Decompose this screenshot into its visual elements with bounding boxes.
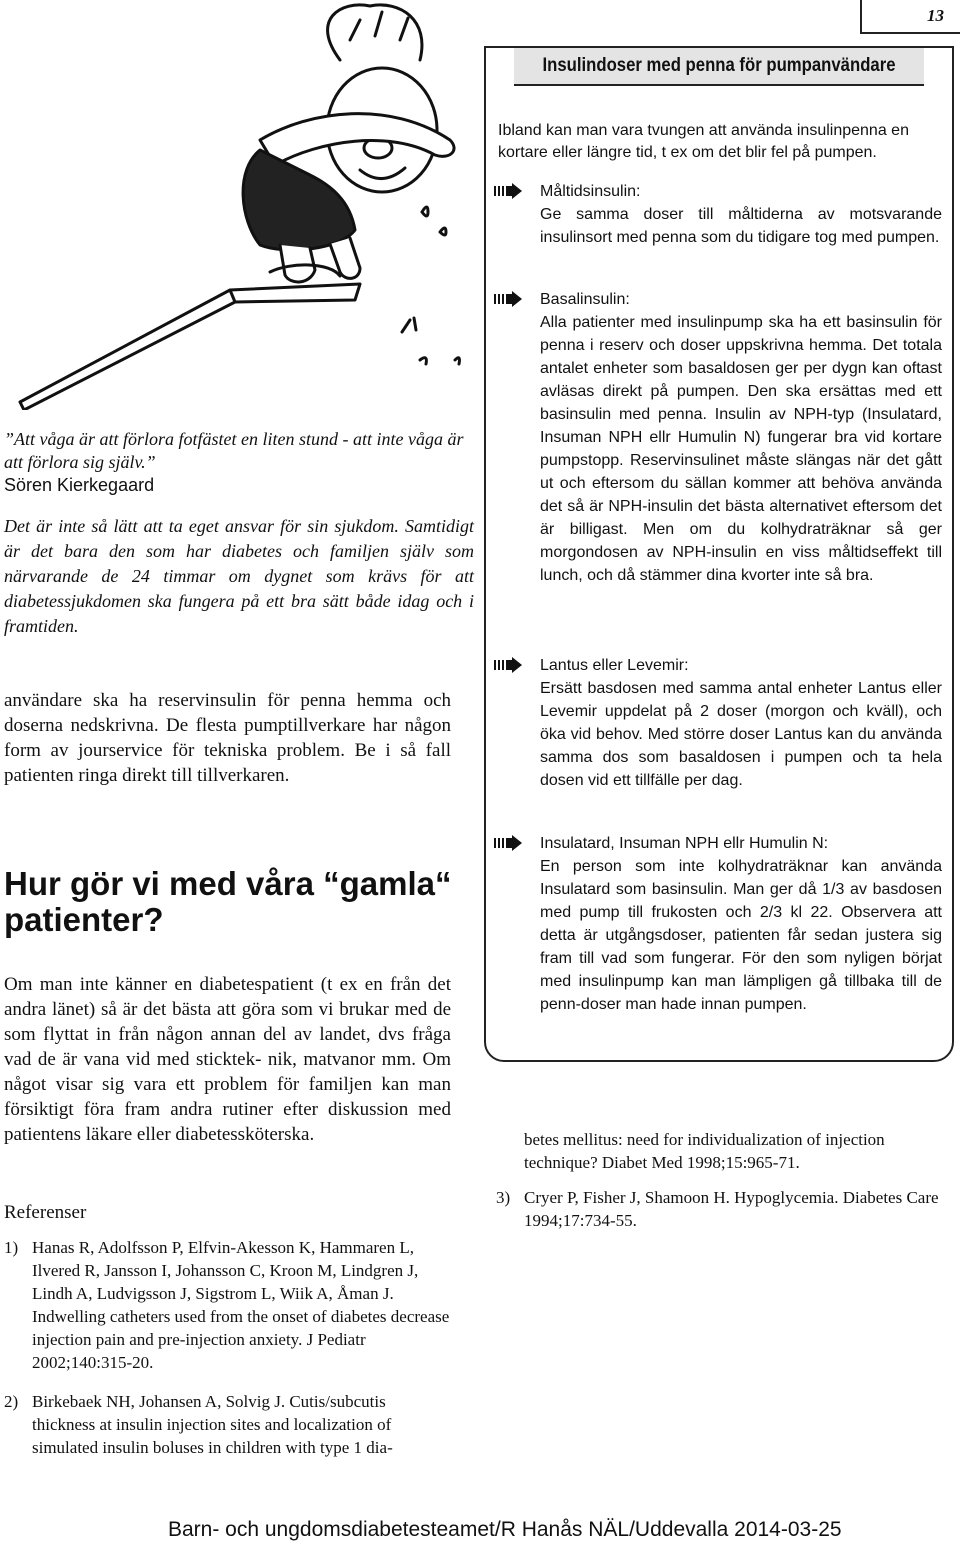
quote [4, 428, 474, 497]
body-paragraph-1: användare ska ha reservinsulin för penna hemma och doserna nedskrivna. De flesta pumptillverkare har någon form av jourservice för tekniska problem. Be i så fall patienten ringa direkt till tillverkaren. [4, 690, 451, 786]
section-heading: Hur gör vi med våra “gamla“ patienter? [4, 865, 452, 938]
arrow-icon [494, 835, 526, 851]
page-number: 13 [860, 0, 960, 34]
box-item-insulatard [494, 832, 942, 1016]
quote-text: ”Att våga är att förlora fotfästet en liten stund - att inte våga är att förlora sig själv.” [4, 429, 464, 472]
reference-text: Cryer P, Fisher J, Shamoon H. Hypoglycemia. Diabetes Care 1994;17:734-55. [524, 1188, 939, 1230]
box-item-lantus-levemir [494, 654, 942, 792]
box-item-body: Ge samma doser till måltiderna av motsvarande insulinsort med penna som du tidigare tog med pumpen. [540, 206, 942, 246]
reference-2-continued [496, 1128, 948, 1174]
reference-1 [4, 1236, 452, 1374]
reference-text: betes mellitus: need for individualization of injection technique? Diabet Med 1998;15:965-71. [524, 1130, 885, 1172]
reference-number: 3) [496, 1188, 511, 1207]
body-paragraph-2: Om man inte känner en diabetespatient (t ex en från det andra länet) så är det bästa att göra som vi brukar med de som flyttat in från någon annan del av landet, dvs fråga vad de är vana vid med sticktek- nik, matvanor mm. Om något visar sig vara ett problem för familjen kan man försiktigt föra fram andra rutiner efter diskussion med patientens läkare eller diabetessköterska. [4, 974, 451, 1145]
box-item-title: Måltidsinsulin: [540, 183, 641, 200]
reference-text: Birkebaek NH, Johansen A, Solvig J. Cutis/subcutis thickness at insulin injection sites and localization of simulated insulin boluses in children with type 1 dia- [32, 1392, 393, 1457]
box-item-maltidsinsulin [494, 180, 942, 249]
references-heading: Referenser [4, 1202, 87, 1223]
box-title: Insulindoser med penna för pumpanvändare [514, 48, 924, 86]
box-item-title: Insulatard, Insuman NPH ellr Humulin N: [540, 835, 829, 852]
box-item-title: Lantus eller Levemir: [540, 657, 689, 674]
reference-text: Hanas R, Adolfsson P, Elfvin-Akesson K, Hammaren L, Ilvered R, Jansson I, Johansson C, Kroon M, Lindgren J, Lindh A, Ludvigsson J, Sigstrom L, Wiik A, Åman J. Indwelling catheters used from the onset of diabetes decrease injection pain and pre-injection anxiety. J Pediatr 2002;140:315-20. [32, 1238, 450, 1372]
arrow-icon [494, 657, 526, 673]
reference-number: 2) [4, 1392, 19, 1411]
box-item-body: Alla patienter med insulinpump ska ha ett basinsulin för penna i reserv och doser uppskrivna hemma. Det totala antalet enheter som basaldosen ger per dygn kan oftast avläsas direkt på pumpen. Den ska ersättas med ett basinsulin med penna. Insulin av NPH-typ (Insulatard, Insuman NPH ellr Humulin N) fungerar bra vid kortare pumpstopp. Reservinsulinet måste slängas när det gått ut och eftersom du sällan kommer att behöva använda det så är NPH-insulin det bästa alternativet eftersom det är billigast. Men om du kolhydraträknar så ger morgondosen av NPH-insulin en viss måltidseffekt till lunch, och då stämmer dina kvorter inte så bra. [540, 314, 942, 584]
arrow-icon [494, 183, 526, 199]
box-item-body: Ersätt basdosen med samma antal enheter Lantus eller Levemir uppdelat på 2 doser (morgon och kväll), och öka vid behov. Med större doser Lantus kan du använda samma dos som basaldosen i pumpen och ta hela dosen vid ett tillfälle per dag. [540, 680, 942, 789]
diving-boy-illustration [10, 0, 480, 410]
arrow-icon [494, 291, 526, 307]
reference-3 [496, 1186, 948, 1232]
reference-2 [4, 1390, 452, 1459]
box-item-title: Basalinsulin: [540, 291, 630, 308]
page-footer: Barn- och ungdomsdiabetesteamet/R Hanås NÄL/Uddevalla 2014-03-25 [168, 1518, 842, 1541]
insulin-info-box [484, 46, 954, 1062]
quote-author: Sören Kierkegaard [4, 475, 155, 495]
reference-number: 1) [4, 1238, 19, 1257]
box-item-basalinsulin [494, 288, 942, 587]
box-item-body: En person som inte kolhydraträknar kan använda Insulatard som basinsulin. Man ger då 1/3 av basdosen med pump till frukosten och 2/3 kl 22. Observera att detta är utgångsdoser, patienten får sedan justera sig fram till vad som fungerar. För den som nyligen börjat med insulinpump kan man lämpligen gå tillbaka till de penn-doser man hade innan pumpen. [540, 858, 942, 1013]
intro-paragraph: Det är inte så lätt att ta eget ansvar för sin sjukdom. Samtidigt är det bara den som har diabetes och familjen själv som närvarande de 24 timmar om dygnet som krävs för att diabetessjukdomen ska fungera på ett bra sätt både idag och i framtiden. [4, 516, 474, 636]
box-intro: Ibland kan man vara tvungen att använda insulinpenna en kortare eller längre tid, t ex om det blir fel på pumpen. [498, 122, 909, 161]
